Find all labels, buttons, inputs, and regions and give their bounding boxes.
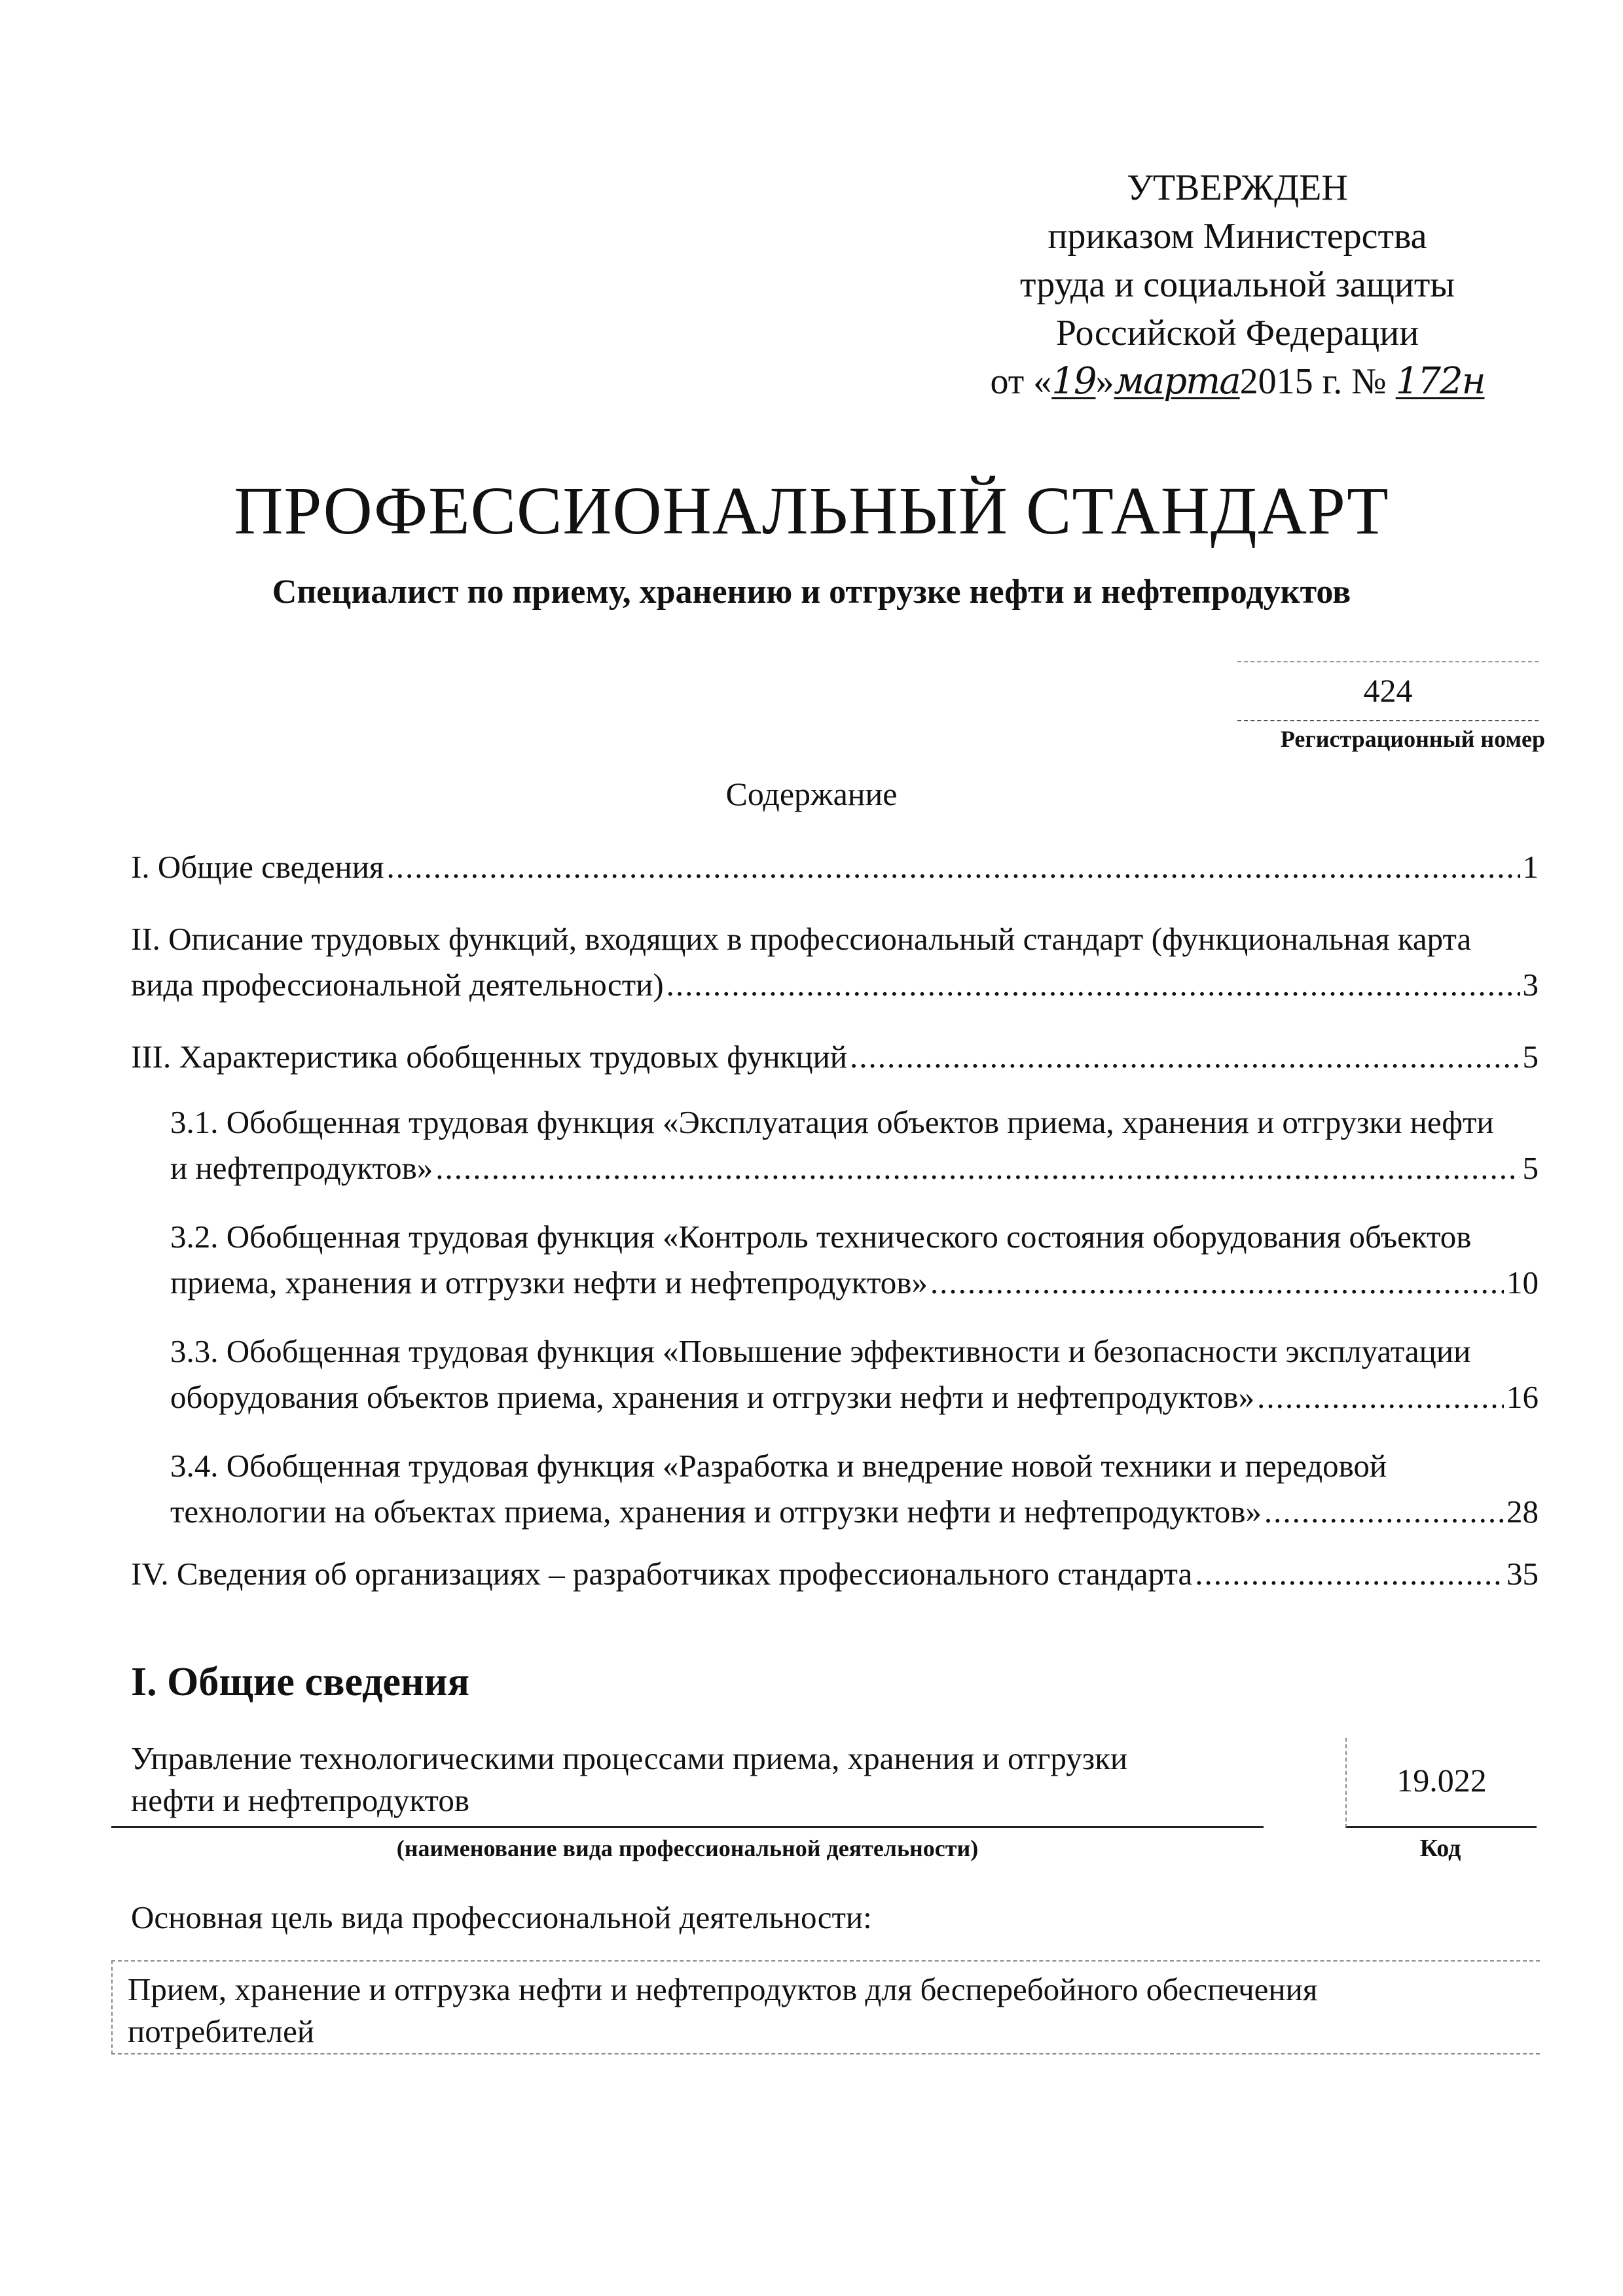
activity-name-line: нефти и нефтепродуктов (131, 1782, 469, 1818)
toc-entry-line (170, 1260, 1539, 1306)
toc-entry-3-1[interactable] (170, 1100, 1539, 1191)
toc-leader-dots (850, 1034, 1520, 1080)
toc-leader-dots (386, 844, 1520, 890)
date-day-handwritten: 19 (1051, 360, 1096, 403)
goal-text (128, 1969, 1503, 2053)
toc-entry-1[interactable] (131, 844, 1539, 890)
toc-entry-text: I. Общие сведения (131, 849, 384, 885)
toc-entry-text: 3.1. Обобщенная трудовая функция «Эксплуатация объектов приема, хранения и отгрузки нефти (170, 1104, 1494, 1140)
document-title: ПРОФЕССИОНАЛЬНЫЙ СТАНДАРТ (234, 473, 1389, 548)
date-year: 2015 г. № (1239, 361, 1387, 402)
toc-entry-text: приема, хранения и отгрузки нефти и нефтепродуктов» (170, 1265, 928, 1300)
goal-text-line: потребителей (128, 2013, 315, 2049)
toc-entry-text: и нефтепродуктов» (170, 1150, 433, 1186)
toc-entry-line (170, 1489, 1539, 1535)
toc-entry-text: IV. Сведения об организациях – разработчиках профессионального стандарта (131, 1556, 1193, 1592)
approval-line-order: приказом Министерства (1048, 216, 1427, 257)
toc-title: Содержание (725, 776, 898, 812)
approval-line-country: Российской Федерации (1055, 313, 1419, 353)
registration-number-label: Регистрационный номер (1280, 726, 1545, 752)
document-subtitle: Специалист по приему, хранению и отгрузке нефти и нефтепродуктов (272, 573, 1351, 611)
toc-leader-dots (930, 1260, 1504, 1306)
toc-leader-dots (435, 1145, 1520, 1191)
toc-page-number: 1 (1522, 849, 1539, 885)
toc-entry-text: III. Характеристика обобщенных трудовых функций (131, 1039, 848, 1075)
toc-entry-text: 3.4. Обобщенная трудовая функция «Разработка и внедрение новой техники и передовой (170, 1448, 1387, 1484)
section-heading-general: I. Общие сведения (131, 1660, 470, 1704)
toc-entry-3-2[interactable] (170, 1214, 1539, 1306)
date-month-handwritten: марта (1114, 360, 1240, 403)
toc-leader-dots (666, 962, 1520, 1008)
activity-code-caption: Код (1419, 1835, 1461, 1862)
activity-name-field (131, 1738, 1257, 1821)
toc-leader-dots (1195, 1551, 1504, 1597)
activity-name-caption: (наименование вида профессиональной деятельности) (396, 1835, 979, 1861)
toc-page-number: 35 (1506, 1556, 1539, 1592)
toc-entry-text: технологии на объектах приема, хранения и отгрузки нефти и нефтепродуктов» (170, 1494, 1262, 1530)
date-prefix: от « (990, 361, 1052, 402)
toc-page-number: 3 (1522, 967, 1539, 1003)
toc-page-number: 10 (1506, 1265, 1539, 1300)
toc-entry-text: 3.3. Обобщенная трудовая функция «Повышение эффективности и безопасности эксплуатации (170, 1333, 1471, 1369)
toc-entry-3-4[interactable] (170, 1443, 1539, 1535)
toc-leader-dots (1257, 1374, 1504, 1420)
activity-name-underline (111, 1826, 1264, 1828)
approval-heading: УТВЕРЖДЕН (1127, 168, 1348, 208)
toc-page-number: 5 (1522, 1150, 1539, 1186)
toc-entry-2[interactable] (131, 916, 1539, 1008)
approval-date-line (969, 357, 1506, 406)
toc-page-number: 5 (1522, 1039, 1539, 1075)
toc-entry-line (131, 1551, 1539, 1597)
registration-number-box: 424 (1237, 661, 1539, 721)
toc-entry-text: II. Описание трудовых функций, входящих в профессиональный стандарт (функциональная карта (131, 921, 1472, 957)
toc-entry-line (170, 1374, 1539, 1420)
toc-entry-text: оборудования объектов приема, хранения и отгрузки нефти и нефтепродуктов» (170, 1379, 1255, 1415)
toc-entry-4[interactable] (131, 1551, 1539, 1597)
toc-entry-line (131, 962, 1539, 1008)
toc-page-number: 16 (1506, 1379, 1539, 1415)
toc-leader-dots (1264, 1489, 1504, 1535)
toc-entry-line (131, 844, 1539, 890)
goal-text-line: Прием, хранение и отгрузка нефти и нефтепродуктов для бесперебойного обеспечения (128, 1971, 1318, 2007)
toc-entry-3[interactable] (131, 1034, 1539, 1080)
activity-code-field: 19.022 (1345, 1738, 1537, 1828)
approval-block (969, 164, 1506, 406)
activity-name-line: Управление технологическими процессами приема, хранения и отгрузки (131, 1740, 1128, 1776)
date-mid: » (1095, 361, 1114, 402)
goal-label: Основная цель вида профессиональной деятельности: (131, 1899, 872, 1935)
toc-entry-line (131, 1034, 1539, 1080)
toc-page-number: 28 (1506, 1494, 1539, 1530)
toc-entry-3-3[interactable] (170, 1329, 1539, 1420)
approval-line-ministry: труда и социальной защиты (1020, 264, 1455, 305)
toc-entry-text: 3.2. Обобщенная трудовая функция «Контроль технического состояния оборудования объектов (170, 1219, 1472, 1255)
order-number-handwritten: 172н (1395, 360, 1485, 403)
toc-entry-line (170, 1145, 1539, 1191)
toc-entry-text: вида профессиональной деятельности) (131, 967, 664, 1003)
